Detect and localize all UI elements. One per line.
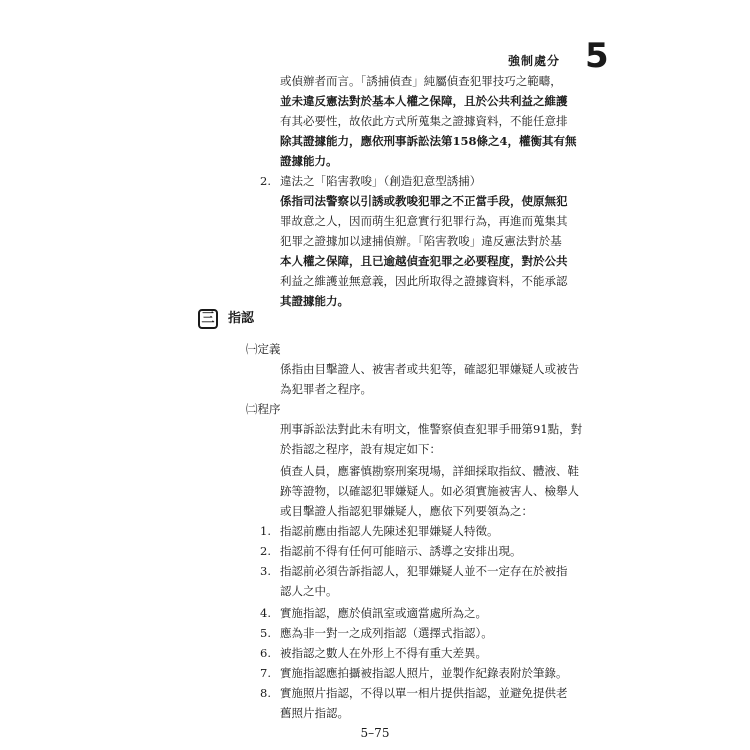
page-number: 5–75 (360, 726, 390, 740)
item-2-heading: 2. 違法之「陷害教唆」（創造犯意型誘捕） (260, 174, 482, 188)
list-item: 2. 指認前不得有任何可能暗示、誘導之安排出現。 (260, 544, 522, 558)
list-item: 7. 實施指認應拍攝被指認人照片，並製作紀錄表附於筆錄。 (260, 666, 568, 680)
procedure-line: 跡等證物，以確認犯罪嫌疑人。如必須實施被害人、檢舉人 (280, 484, 579, 498)
section-marker: 三 (198, 309, 218, 329)
intro-line: 並未違反憲法對於基本人權之保障，且於公共利益之維護 (280, 94, 568, 108)
intro-line: 除其證據能力，應依刑事訴訟法第158條之4，權衡其有無 (280, 134, 577, 148)
list-item: 5. 應為非一對一之成列指認（選擇式指認）。 (260, 626, 493, 640)
definition-line: 係指由目擊證人、被害者或共犯等，確認犯罪嫌疑人或被告 (280, 362, 579, 376)
intro-line: 或偵辦者而言。「誘捕偵查」純屬偵查犯罪技巧之範疇， (280, 74, 562, 88)
intro-line: 證據能力。 (280, 154, 338, 168)
list-item: 6. 被指認之數人在外形上不得有重大差異。 (260, 646, 487, 660)
list-item-continued: 舊照片指認。 (280, 706, 349, 720)
procedure-line: 或目擊證人指認犯罪嫌疑人，應依下列要領為之： (280, 504, 533, 518)
chapter-title: 強制處分 (508, 54, 561, 68)
list-item: 3. 指認前必須告訴指認人，犯罪嫌疑人並不一定存在於被指 (260, 564, 568, 578)
intro-line: 有其必要性，故依此方式所蒐集之證據資料，不能任意排 (280, 114, 568, 128)
item-2-line: 本人權之保障，且已逾越偵查犯罪之必要程度，對於公共 (280, 254, 568, 268)
list-item-continued: 認人之中。 (280, 584, 338, 598)
procedure-line: 偵查人員，應審慎勘察刑案現場，詳細採取指紋、體液、鞋 (280, 464, 579, 478)
item-2-line: 係指司法警察以引誘或教唆犯罪之不正當手段，使原無犯 (280, 194, 568, 208)
procedure-line: 刑事訴訟法對此未有明文，惟警察偵查犯罪手冊第91點，對 (280, 422, 583, 436)
item-2-line: 其證據能力。 (280, 294, 349, 308)
list-item: 1. 指認前應由指認人先陳述犯罪嫌疑人特徵。 (260, 524, 499, 538)
procedure-label: ㈡程序 (246, 402, 281, 416)
item-2-line: 犯罪之證據加以逮捕偵辦。「陷害教唆」違反憲法對於基 (280, 234, 562, 248)
item-2-line: 利益之維護並無意義，因此所取得之證據資料，不能承認 (280, 274, 568, 288)
section-title: 指認 (228, 311, 255, 326)
list-item: 4. 實施指認，應於偵訊室或適當處所為之。 (260, 606, 487, 620)
definition-line: 為犯罪者之程序。 (280, 382, 372, 396)
definition-label: ㈠定義 (246, 342, 281, 356)
procedure-line: 於指認之程序，設有規定如下： (280, 442, 441, 456)
item-2-line: 罪故意之人，因而萌生犯意實行犯罪行為，再進而蒐集其 (280, 214, 568, 228)
list-item: 8. 實施照片指認，不得以單一相片提供指認，並避免提供老 (260, 686, 568, 700)
chapter-number: 5 (585, 36, 609, 76)
